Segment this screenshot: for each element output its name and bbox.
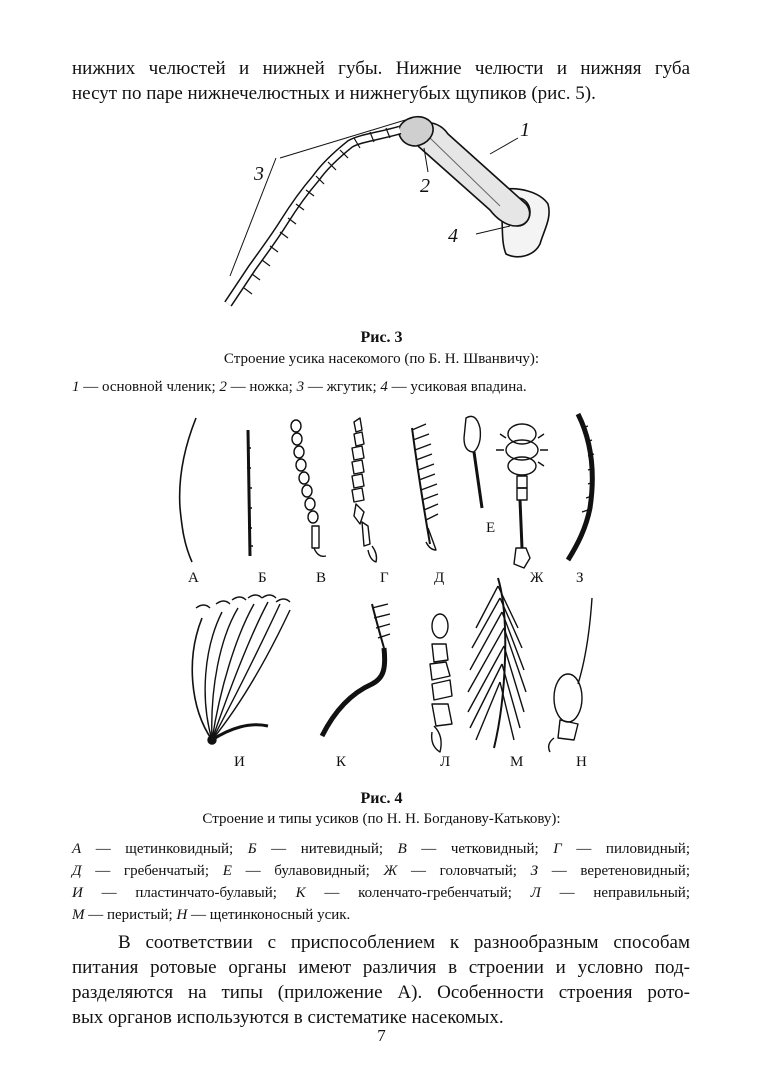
body-paragraph <box>72 930 690 1030</box>
legend-text: — жгутик; <box>304 379 381 395</box>
legend-key: Д <box>72 863 82 879</box>
label-L: Л <box>440 754 451 770</box>
text-line: нижних челюстей и нижней губы. Нижние челюсти и нижняя губа <box>72 58 690 79</box>
flagellum-segments <box>244 128 390 294</box>
antenna-l-irregular <box>430 614 452 752</box>
legend-key: Ж <box>383 863 398 879</box>
intro-paragraph <box>72 56 690 106</box>
legend-line <box>72 904 690 926</box>
text-line: питания ротовые органы имеют различия в строении и условно под- <box>72 957 690 978</box>
legend-key: И <box>72 885 83 901</box>
legend-text: — четковидный; <box>406 841 554 857</box>
legend-text: — усиковая впадина. <box>387 379 527 395</box>
legend-key: Б <box>247 841 257 857</box>
legend-line <box>72 860 690 882</box>
figure-3-antenna-structure <box>200 108 570 320</box>
label-G: Г <box>380 570 389 586</box>
fig3-title: Рис. 3 <box>360 329 403 346</box>
legend-key: А <box>72 841 82 857</box>
legend-text: — пластинчато-булавый; <box>82 885 296 901</box>
legend-key: 1 <box>72 379 80 395</box>
label-B: Б <box>258 570 267 586</box>
text-line: разделяются на типы (приложение А). Особенности строения рото- <box>72 982 690 1003</box>
fig4-title: Рис. 4 <box>360 790 403 807</box>
legend-key: Е <box>222 863 232 879</box>
label-3: 3 <box>254 163 264 185</box>
antenna-g-serrate <box>352 418 377 562</box>
legend-key: В <box>397 841 407 857</box>
legend-line <box>72 882 690 904</box>
label-A: А <box>188 570 199 586</box>
page-number: 7 <box>377 1026 386 1045</box>
leader-line-1 <box>490 138 518 154</box>
legend-text: — веретеновидный; <box>538 863 690 879</box>
antenna-m-plumose <box>468 578 526 748</box>
legend-key: Л <box>530 885 541 901</box>
legend-key: Н <box>176 907 188 923</box>
legend-text: — головчатый; <box>397 863 531 879</box>
label-D: Д <box>434 570 445 586</box>
antenna-k-geniculate-pectinate <box>322 604 390 736</box>
antenna-n-aristate <box>549 598 592 752</box>
antenna-b-filiform <box>247 430 253 556</box>
label-Zh: Ж <box>530 570 544 586</box>
label-I: И <box>234 754 245 770</box>
label-N: Н <box>576 754 587 770</box>
label-4: 4 <box>448 225 458 247</box>
text-line: несут по паре нижнечелюстных и нижнегубых щупиков (рис. 5). <box>72 83 596 104</box>
figure-4-antenna-types <box>150 408 610 773</box>
fig4-legend <box>72 838 690 926</box>
legend-key: М <box>72 907 85 923</box>
legend-key: З <box>530 863 539 879</box>
antenna-z-fusiform <box>568 414 594 560</box>
text-line: вых органов используются в систематике насекомых. <box>72 1007 504 1028</box>
antenna-e-clavate <box>464 416 482 508</box>
label-M: М <box>510 754 524 770</box>
label-V: В <box>316 570 327 586</box>
legend-text: — неправильный; <box>540 885 690 901</box>
legend-key: 2 <box>219 379 227 395</box>
label-E: Е <box>486 520 496 536</box>
legend-text: — ножка; <box>226 379 297 395</box>
legend-text: — щетинконосный усик. <box>187 907 351 923</box>
antenna-flagellum <box>228 130 400 304</box>
label-Z: З <box>576 570 584 586</box>
legend-text: — коленчато-гребенчатый; <box>305 885 531 901</box>
leader-line-3b <box>230 158 276 276</box>
antenna-a-setaceous <box>180 418 196 562</box>
legend-text: — щетинковидный; <box>81 841 248 857</box>
text-line: В соответствии с приспособлением к разнообразным способам <box>118 932 690 953</box>
antenna-d-pectinate <box>412 424 438 550</box>
label-1: 1 <box>520 119 530 141</box>
legend-text: — пиловидный; <box>561 841 690 857</box>
legend-text: — нитевидный; <box>256 841 398 857</box>
fig3-subtitle: Строение усика насекомого (по Б. Н. Шванвичу): <box>223 351 540 367</box>
antenna-zh-capitate <box>496 424 548 568</box>
antenna-flagellum-outline <box>228 130 400 304</box>
legend-text: — перистый; <box>84 907 177 923</box>
antenna-v-moniliform <box>291 420 326 556</box>
antenna-i-lamellate <box>192 595 290 744</box>
legend-key: Г <box>553 841 562 857</box>
legend-text: — булавовидный; <box>231 863 384 879</box>
legend-key: 3 <box>296 379 305 395</box>
legend-text: — основной членик; <box>79 379 220 395</box>
label-2: 2 <box>420 175 430 197</box>
legend-line <box>72 838 690 860</box>
fig4-subtitle: Строение и типы усиков (по Н. Н. Богданову-Катькову): <box>202 811 561 827</box>
legend-line <box>72 376 690 398</box>
legend-key: 4 <box>380 379 388 395</box>
label-K: К <box>336 754 347 770</box>
legend-text: — гребенчатый; <box>81 863 223 879</box>
fig3-legend <box>72 376 690 398</box>
legend-key: К <box>295 885 306 901</box>
